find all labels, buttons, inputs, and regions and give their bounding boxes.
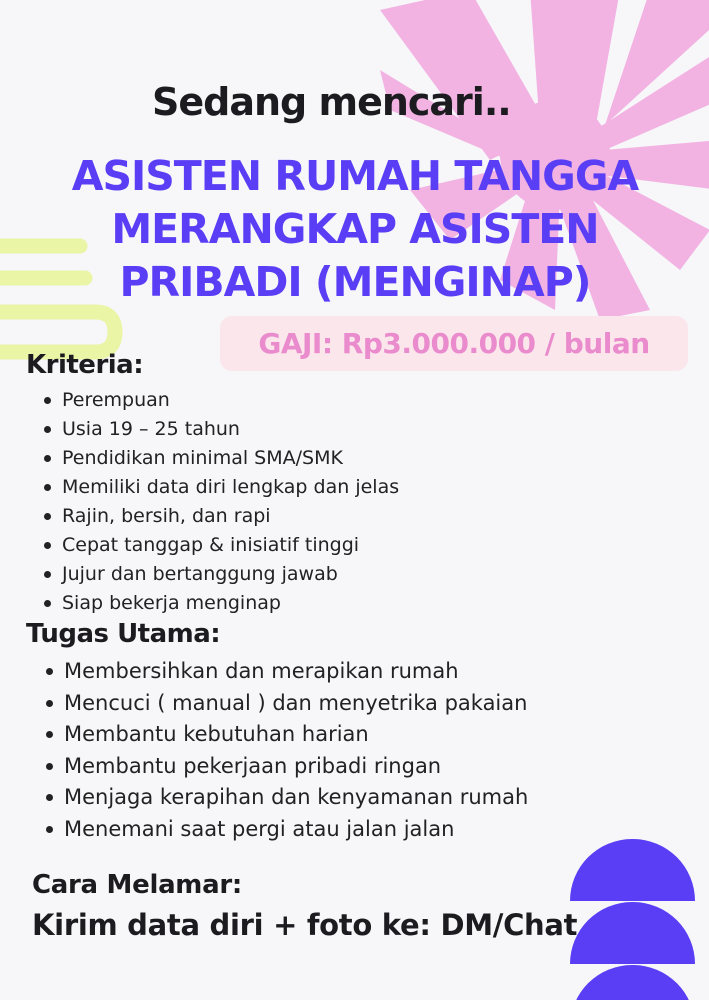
duty-item: Membantu kebutuhan harian <box>42 719 528 751</box>
criteria-heading: Kriteria: <box>26 350 144 380</box>
duty-item: Menemani saat pergi atau jalan jalan <box>42 814 528 846</box>
headline-line: ASISTEN RUMAH TANGGA <box>71 152 639 200</box>
duty-item: Menjaga kerapihan dan kenyamanan rumah <box>42 782 528 814</box>
semicircle-decoration <box>570 965 695 1000</box>
criteria-item: Rajin, bersih, dan rapi <box>40 502 399 531</box>
criteria-item: Siap bekerja menginap <box>40 589 399 618</box>
criteria-list <box>40 386 399 618</box>
duty-item: Mencuci ( manual ) dan menyetrika pakaian <box>42 688 528 720</box>
apply-heading: Cara Melamar: <box>32 870 242 900</box>
duties-list <box>42 656 528 845</box>
criteria-item: Perempuan <box>40 386 399 415</box>
duties-heading: Tugas Utama: <box>26 619 221 649</box>
kicker-text: Sedang mencari.. <box>152 80 511 124</box>
salary-text: GAJI: Rp3.000.000 / bulan <box>258 327 650 360</box>
salary-badge <box>220 316 688 371</box>
criteria-item: Memiliki data diri lengkap dan jelas <box>40 473 399 502</box>
criteria-item: Cepat tanggap & inisiatif tinggi <box>40 531 399 560</box>
criteria-item: Usia 19 – 25 tahun <box>40 415 399 444</box>
criteria-item: Pendidikan minimal SMA/SMK <box>40 444 399 473</box>
criteria-item: Jujur dan bertanggung jawab <box>40 560 399 589</box>
headline-line: PRIBADI (MENGINAP) <box>119 258 591 306</box>
headline <box>30 150 680 309</box>
duty-item: Membantu pekerjaan pribadi ringan <box>42 751 528 783</box>
duty-item: Membersihkan dan merapikan rumah <box>42 656 528 688</box>
semicircle-decoration <box>570 839 695 901</box>
apply-instruction: Kirim data diri + foto ke: DM/Chat <box>32 908 578 942</box>
headline-line: MERANGKAP ASISTEN <box>111 205 599 253</box>
semicircle-decoration <box>570 902 695 964</box>
